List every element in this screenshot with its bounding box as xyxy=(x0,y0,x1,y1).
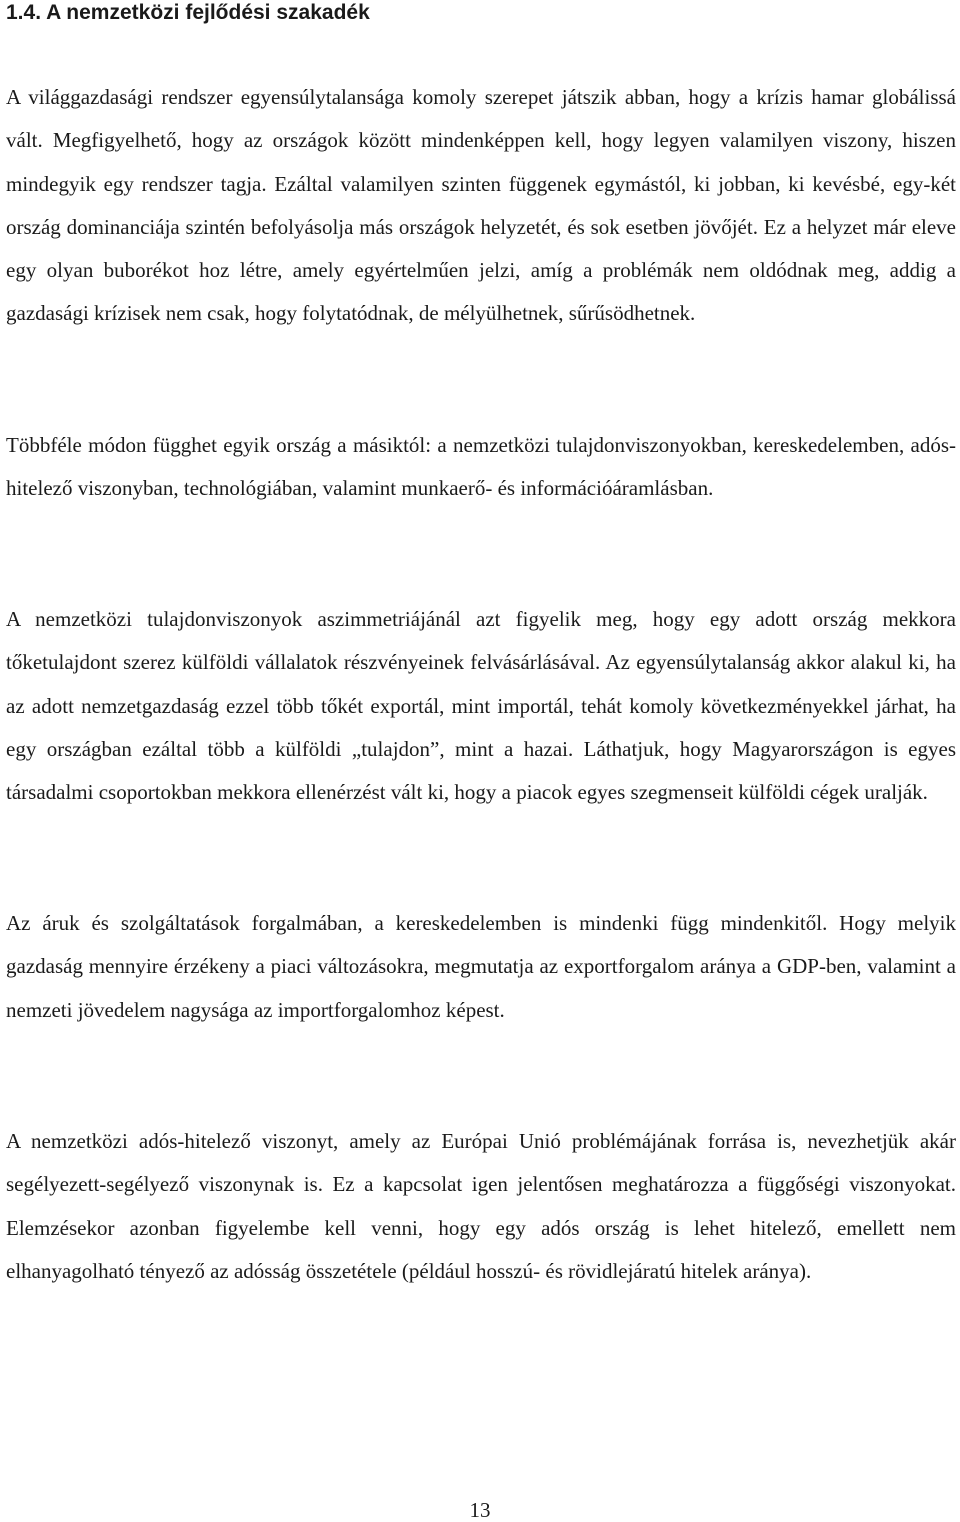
paragraph-debtor-creditor: A nemzetközi adós-hitelező viszonyt, amely az Európai Unió problémájának forrása is, nevezhetjük akár segélyezett-segélyező viszonynak is. Ez a kapcsolat igen jelentősen meghatározza a függőségi viszonyokat. Elemzésekor azonban figyelembe kell venni, hogy egy adós ország is lehet hitelező, emellett nem elhanyagolható tényező az adósság összetétele (például hosszú- és rövidlejáratú hitelek aránya). xyxy=(6,1129,956,1283)
paragraph-dependency-types: Többféle módon függhet egyik ország a másiktól: a nemzetközi tulajdonviszonyokban, kereskedelemben, adós-hitelező viszonyban, technológiában, valamint munkaerő- és információáramlásban. xyxy=(6,433,956,501)
page-number: 13 xyxy=(469,1498,491,1522)
paragraph-economic-imbalance: A világgazdasági rendszer egyensúlytalansága komoly szerepet játszik abban, hogy a krízis hamar globálissá vált. Megfigyelhető, hogy az országok között mindenképpen kell, hogy legyen valamilyen viszony, hiszen mindegyik egy rendszer tagja. Ezáltal valamilyen szinten függenek egymástól, ki jobban, ki kevésbé, egy-két ország dominanciája szintén befolyásolja más országok helyzetét, és sok esetben jövőjét. Ez a helyzet már eleve egy olyan buborékot hoz létre, amely egyértelműen jelzi, amíg a problémák nem oldódnak meg, addig a gazdasági krízisek nem csak, hogy folytatódnak, de mélyülhetnek, sűrűsödhetnek. xyxy=(6,85,956,326)
paragraph-trade-dependency: Az áruk és szolgáltatások forgalmában, a kereskedelemben is mindenki függ mindenkitől. Hogy melyik gazdaság mennyire érzékeny a piaci változásokra, megmutatja az exportforgalom aránya a GDP-ben, valamint a nemzeti jövedelem nagysága az importforgalomhoz képest. xyxy=(6,911,956,1022)
section-heading: 1.4. A nemzetközi fejlődési szakadék xyxy=(6,1,370,24)
paragraph-ownership-asymmetry: A nemzetközi tulajdonviszonyok aszimmetriájánál azt figyelik meg, hogy egy adott ország mekkora tőketulajdont szerez külföldi vállalatok részvényeinek felvásárlásával. Az egyensúlytalanság akkor alakul ki, ha az adott nemzetgazdaság ezzel több tőkét exportál, mint importál, tehát komoly következményekkel járhat, ha egy országban ezáltal több a külföldi „tulajdon”, mint a hazai. Láthatjuk, hogy Magyarországon is egyes társadalmi csoportokban mekkora ellenérzést vált ki, hogy a piacok egyes szegmenseit külföldi cégek uralják. xyxy=(6,607,956,805)
